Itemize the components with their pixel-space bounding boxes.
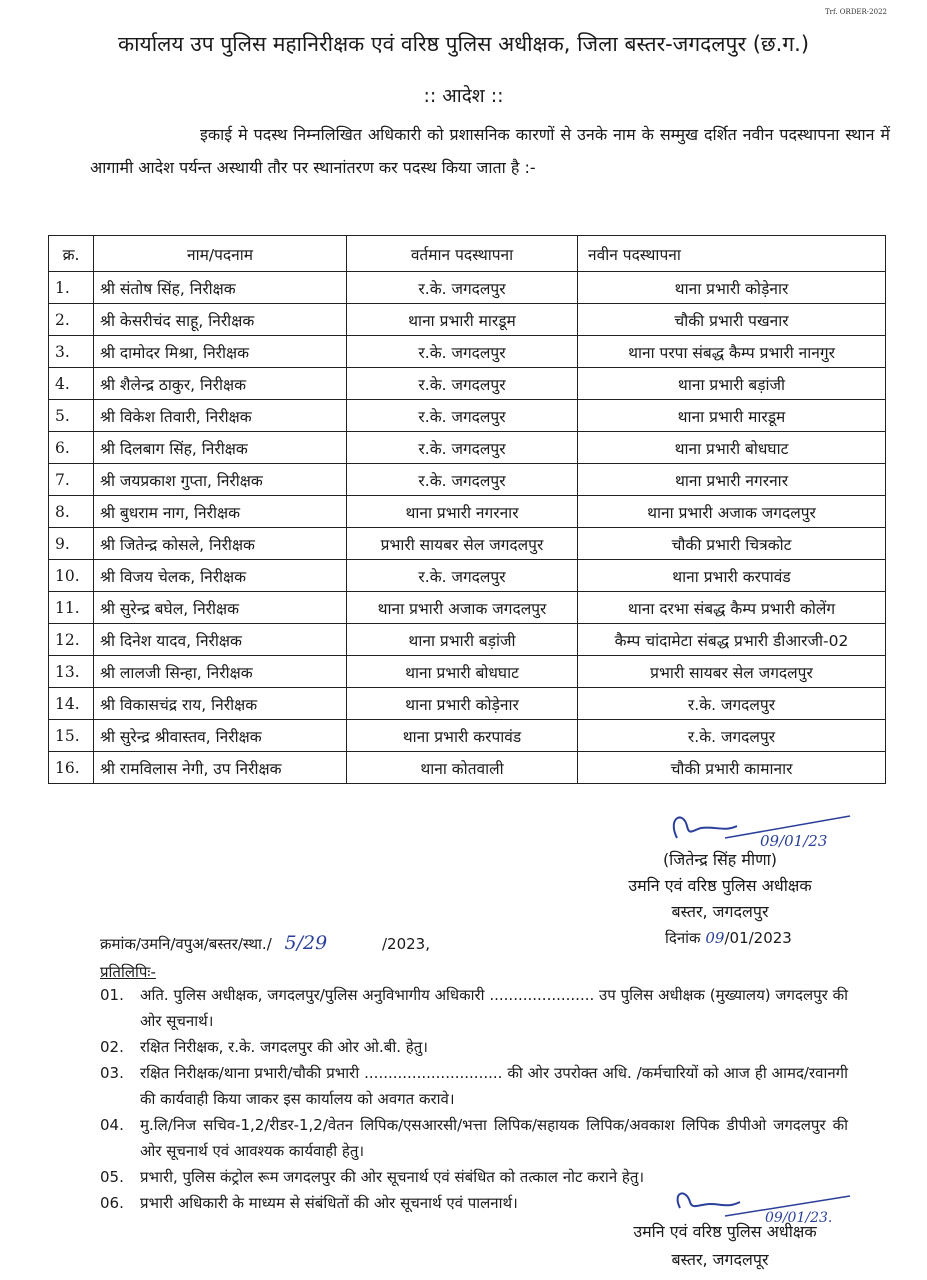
- signature-1-date: 09/01/23: [760, 832, 828, 850]
- current-posting-cell: थाना प्रभारी अजाक जगदलपुर: [347, 592, 578, 624]
- current-posting-cell: र.के. जगदलपुर: [347, 464, 578, 496]
- serial-cell: 13.: [49, 656, 94, 688]
- new-posting-cell: थाना दरभा संबद्ध कैम्प प्रभारी कोलेंग: [578, 592, 886, 624]
- name-cell: श्री केसरीचंद साहू, निरीक्षक: [94, 304, 347, 336]
- table-row: [49, 624, 886, 656]
- name-cell: श्री विकासचंद्र राय, निरीक्षक: [94, 688, 347, 720]
- new-posting-cell: थाना प्रभारी मारडूम: [578, 400, 886, 432]
- name-cell: श्री विकेश तिवारी, निरीक्षक: [94, 400, 347, 432]
- header-current-posting: वर्तमान पदस्थापना: [347, 236, 578, 272]
- signature-2-date: 09/01/23.: [765, 1210, 833, 1226]
- serial-cell: 7.: [49, 464, 94, 496]
- current-posting-cell: र.के. जगदलपुर: [347, 272, 578, 304]
- copy-item-text: मु.लि/निज सचिव-1,2/रीडर-1,2/वेतन लिपिक/एसआरसी/भत्ता लिपिक/सहायक लिपिक/अवकाश लिपिक डीपीओ जगदलपुर की ओर सूचनार्थ एवं आवश्यक कार्यवाही हेतु।: [140, 1116, 848, 1160]
- transfer-table: [48, 235, 886, 784]
- new-posting-cell: कैम्प चांदामेटा संबद्ध प्रभारी डीआरजी-02: [578, 624, 886, 656]
- serial-cell: 15.: [49, 720, 94, 752]
- current-posting-cell: र.के. जगदलपुर: [347, 336, 578, 368]
- table-row: [49, 400, 886, 432]
- new-posting-cell: थाना प्रभारी नगरनार: [578, 464, 886, 496]
- name-cell: श्री लालजी सिन्हा, निरीक्षक: [94, 656, 347, 688]
- table-row: [49, 432, 886, 464]
- serial-cell: 8.: [49, 496, 94, 528]
- current-posting-cell: र.के. जगदलपुर: [347, 400, 578, 432]
- current-posting-cell: र.के. जगदलपुर: [347, 368, 578, 400]
- current-posting-cell: थाना प्रभारी नगरनार: [347, 496, 578, 528]
- signatory-location: बस्तर, जगदलपुर: [671, 902, 769, 921]
- order-heading: :: आदेश ::: [423, 85, 504, 107]
- new-posting-cell: चौकी प्रभारी कामानार: [578, 752, 886, 784]
- copy-item-text: प्रभारी, पुलिस कंट्रोल रूम जगदलपुर की ओर सूचनार्थ एवं संबंधित को तत्काल नोट कराने हेतु।: [140, 1168, 645, 1186]
- copy-item-number: 03.: [100, 1064, 124, 1082]
- copy-label: प्रतिलिपिः-: [100, 963, 156, 981]
- reference-number: क्रमांक/उमनि/वपुअ/बस्तर/स्था./ 5/29 /2023,: [100, 932, 430, 954]
- table-header-row: [49, 236, 886, 272]
- table-row: [49, 656, 886, 688]
- name-cell: श्री दिलबाग सिंह, निरीक्षक: [94, 432, 347, 464]
- name-cell: श्री सुरेन्द्र श्रीवास्तव, निरीक्षक: [94, 720, 347, 752]
- copy-item-number: 04.: [100, 1116, 124, 1134]
- name-cell: श्री संतोष सिंह, निरीक्षक: [94, 272, 347, 304]
- current-posting-cell: थाना प्रभारी बोधघाट: [347, 656, 578, 688]
- new-posting-cell: चौकी प्रभारी चित्रकोट: [578, 528, 886, 560]
- signatory-designation: उमनि एवं वरिष्ठ पुलिस अधीक्षक: [628, 876, 812, 895]
- current-posting-cell: प्रभारी सायबर सेल जगदलपुर: [347, 528, 578, 560]
- table-row: [49, 560, 886, 592]
- new-posting-cell: थाना प्रभारी कोड़ेनार: [578, 272, 886, 304]
- serial-cell: 3.: [49, 336, 94, 368]
- name-cell: श्री जयप्रकाश गुप्ता, निरीक्षक: [94, 464, 347, 496]
- signature-2-location: बस्तर, जगदलपूर: [671, 1250, 769, 1269]
- copy-item-number: 01.: [100, 986, 124, 1004]
- current-posting-cell: थाना प्रभारी मारडूम: [347, 304, 578, 336]
- table-row: [49, 720, 886, 752]
- serial-cell: 2.: [49, 304, 94, 336]
- table-row: [49, 592, 886, 624]
- name-cell: श्री बुधराम नाग, निरीक्षक: [94, 496, 347, 528]
- copy-item-text: रक्षित निरीक्षक, र.के. जगदलपुर की ओर ओ.बी. हेतु।: [140, 1038, 428, 1056]
- serial-cell: 12.: [49, 624, 94, 656]
- table-row: [49, 272, 886, 304]
- new-posting-cell: प्रभारी सायबर सेल जगदलपुर: [578, 656, 886, 688]
- header-name: नाम/पदनाम: [94, 236, 347, 272]
- copy-item-number: 06.: [100, 1194, 124, 1212]
- new-posting-cell: थाना परपा संबद्ध कैम्प प्रभारी नानगुर: [578, 336, 886, 368]
- serial-cell: 4.: [49, 368, 94, 400]
- new-posting-cell: र.के. जगदलपुर: [578, 720, 886, 752]
- office-title: कार्यालय उप पुलिस महानिरीक्षक एवं वरिष्ठ पुलिस अधीक्षक, जिला बस्तर-जगदलपुर (छ.ग.): [117, 32, 810, 56]
- name-cell: श्री दिनेश यादव, निरीक्षक: [94, 624, 347, 656]
- copy-item-text: रक्षित निरीक्षक/थाना प्रभारी/चौकी प्रभारी ............................. की ओर उपरोक्त अधि. /कर्मचारियों को आज ही आमद/रवानगी की कार्यवाही किया जाकर इस कार्यालय को अवगत करावे।: [140, 1064, 848, 1108]
- current-posting-cell: थाना प्रभारी बड़ांजी: [347, 624, 578, 656]
- copy-item-number: 02.: [100, 1038, 124, 1056]
- serial-cell: 6.: [49, 432, 94, 464]
- serial-cell: 16.: [49, 752, 94, 784]
- header-serial: क्र.: [49, 236, 94, 272]
- copy-item-number: 05.: [100, 1168, 124, 1186]
- document-tag: Trf. ORDER-2022: [825, 8, 887, 16]
- new-posting-cell: र.के. जगदलपुर: [578, 688, 886, 720]
- serial-cell: 1.: [49, 272, 94, 304]
- current-posting-cell: थाना प्रभारी कोड़ेनार: [347, 688, 578, 720]
- copy-item-text: अति. पुलिस अधीक्षक, जगदलपुर/पुलिस अनुविभागीय अधिकारी ...................... उप पुलिस अधीक्षक (मुख्यालय) जगदलपुर की ओर सूचनार्थ।: [140, 986, 848, 1030]
- serial-cell: 14.: [49, 688, 94, 720]
- name-cell: श्री दामोदर मिश्रा, निरीक्षक: [94, 336, 347, 368]
- new-posting-cell: थाना प्रभारी बड़ांजी: [578, 368, 886, 400]
- name-cell: श्री विजय चेलक, निरीक्षक: [94, 560, 347, 592]
- current-posting-cell: थाना कोतवाली: [347, 752, 578, 784]
- order-date: दिनांक 09/01/2023: [665, 929, 792, 947]
- copy-item: [100, 1060, 848, 1112]
- copy-item: [100, 982, 848, 1034]
- copy-item-text: प्रभारी अधिकारी के माध्यम से संबंधितों की ओर सूचनार्थ एवं पालनार्थ।: [140, 1194, 518, 1212]
- name-cell: श्री शैलेन्द्र ठाकुर, निरीक्षक: [94, 368, 347, 400]
- new-posting-cell: थाना प्रभारी अजाक जगदलपुर: [578, 496, 886, 528]
- copy-list: [100, 982, 848, 1216]
- table-row: [49, 496, 886, 528]
- table-row: [49, 528, 886, 560]
- table-row: [49, 304, 886, 336]
- name-cell: श्री रामविलास नेगी, उप निरीक्षक: [94, 752, 347, 784]
- current-posting-cell: थाना प्रभारी करपावंड: [347, 720, 578, 752]
- intro-paragraph: इकाई मे पदस्थ निम्नलिखित अधिकारी को प्रशासनिक कारणों से उनके नाम के सम्मुख दर्शित नवीन पदस्थापना स्थान में आगामी आदेश पर्यन्त अस्थायी तौर पर स्थानांतरण कर पदस्थ किया जाता है :-: [90, 125, 890, 177]
- new-posting-cell: चौकी प्रभारी पखनार: [578, 304, 886, 336]
- serial-cell: 9.: [49, 528, 94, 560]
- name-cell: श्री सुरेन्द्र बघेल, निरीक्षक: [94, 592, 347, 624]
- table-row: [49, 752, 886, 784]
- current-posting-cell: र.के. जगदलपुर: [347, 432, 578, 464]
- new-posting-cell: थाना प्रभारी बोधघाट: [578, 432, 886, 464]
- signatory-name: (जितेन्द्र सिंह मीणा): [662, 850, 778, 869]
- reference-number-handwritten: 5/29: [284, 932, 328, 954]
- table-row: [49, 336, 886, 368]
- table-row: [49, 688, 886, 720]
- signature-2-designation: उमनि एवं वरिष्ठ पुलिस अधीक्षक: [633, 1222, 817, 1241]
- date-day-handwritten: 09: [705, 929, 725, 947]
- serial-cell: 5.: [49, 400, 94, 432]
- table-row: [49, 464, 886, 496]
- current-posting-cell: र.के. जगदलपुर: [347, 560, 578, 592]
- serial-cell: 10.: [49, 560, 94, 592]
- new-posting-cell: थाना प्रभारी करपावंड: [578, 560, 886, 592]
- copy-item: [100, 1034, 848, 1060]
- header-new-posting: नवीन पदस्थापना: [578, 236, 886, 272]
- copy-item: [100, 1112, 848, 1164]
- serial-cell: 11.: [49, 592, 94, 624]
- name-cell: श्री जितेन्द्र कोसले, निरीक्षक: [94, 528, 347, 560]
- table-row: [49, 368, 886, 400]
- signature-1: [665, 808, 855, 853]
